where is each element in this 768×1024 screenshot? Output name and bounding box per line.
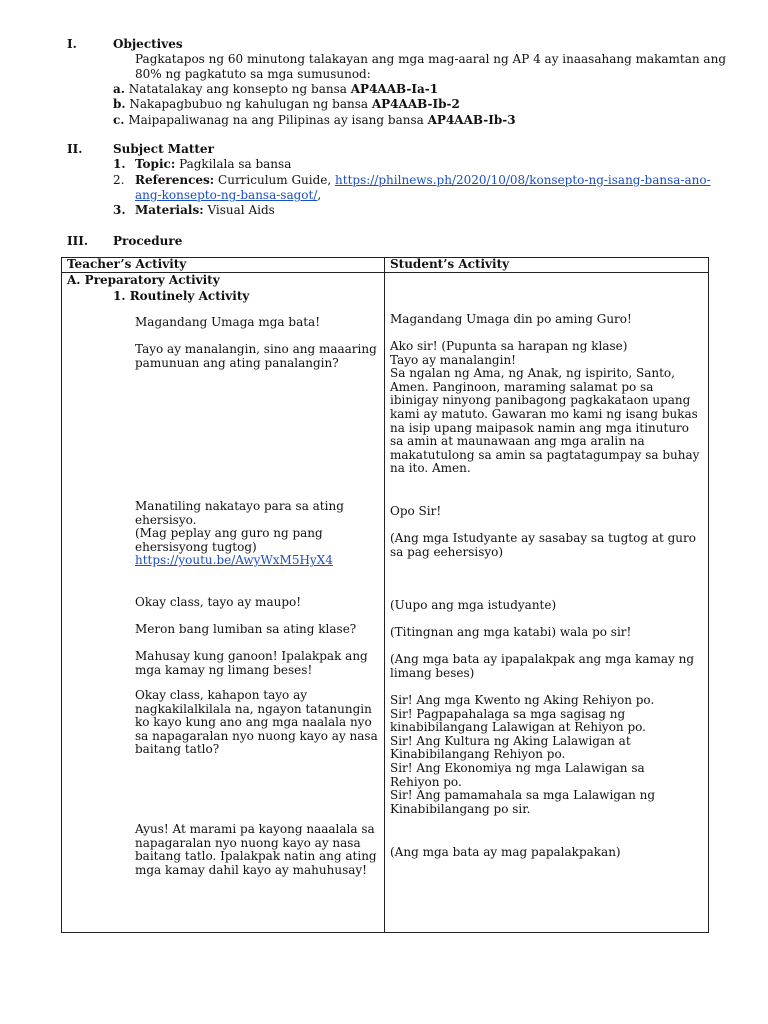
teacher-text: Mahusay kung ganoon! Ipalakpak ang xyxy=(135,649,368,663)
topic-line xyxy=(113,157,126,171)
materials-num: 3. xyxy=(113,203,126,217)
objective-letter: c. xyxy=(113,113,125,127)
student-text: kami ay matuto. Gawaran mo kami ng isang bukas xyxy=(390,406,698,421)
procedure-numeral: III. xyxy=(67,234,89,248)
procedure-heading: Procedure xyxy=(113,234,183,248)
references-label: References: xyxy=(135,173,215,187)
teacher-line xyxy=(135,650,368,677)
student-text: (Ang mga bata ay mag papalakpakan) xyxy=(390,845,621,859)
teacher-line xyxy=(135,596,301,610)
student-text: (Uupo ang mga istudyante) xyxy=(390,598,557,612)
student-line xyxy=(390,313,632,327)
student-line xyxy=(390,505,441,519)
student-text: na ito. Amen. xyxy=(390,461,471,476)
student-text: Sir! Ang Kultura ng Aking Lalawigan at xyxy=(390,733,631,748)
section-a-heading: A. Preparatory Activity xyxy=(67,273,220,287)
student-text: Ako sir! (Pupunta sa harapan ng klase) xyxy=(390,339,628,353)
references-line-2 xyxy=(135,188,321,202)
column-header-student: Student’s Activity xyxy=(390,257,510,271)
topic-label: Topic: xyxy=(135,157,176,171)
teacher-line xyxy=(135,623,356,637)
student-text: Opo Sir! xyxy=(390,504,442,518)
objective-item-b xyxy=(113,97,460,111)
student-text: Amen. Panginoon, maraming salamat po sa xyxy=(390,379,654,394)
student-text: Kinabibilangang po sir. xyxy=(390,801,531,816)
objective-code: AP4AAB-Ib-3 xyxy=(427,113,516,127)
table-column-divider xyxy=(384,257,385,932)
teacher-line xyxy=(135,316,320,330)
teacher-text: napagaralan nyo nuong kayo ay nasa xyxy=(135,835,361,850)
student-text: makatutulong sa amin sa pagtatagumpay sa buhay xyxy=(390,447,700,462)
student-text: limang beses) xyxy=(390,665,475,680)
topic-text xyxy=(135,157,291,171)
references-link-part-1[interactable]: https://philnews.ph/2020/10/08/konsepto-ng-isang-bansa-ano- xyxy=(335,173,711,187)
teacher-text: Magandang Umaga mga bata! xyxy=(135,315,321,329)
teacher-text: pamunuan ang ating panalangin? xyxy=(135,355,339,370)
student-text: Sa ngalan ng Ama, ng Anak, ng ispirito, Santo, xyxy=(390,366,675,381)
objective-item-a xyxy=(113,82,438,96)
objective-letter: b. xyxy=(113,97,126,111)
teacher-line xyxy=(135,500,344,568)
teacher-text: baitang tatlo. Ipalakpak natin ang ating xyxy=(135,849,377,864)
student-line xyxy=(390,626,631,640)
student-line xyxy=(390,846,621,860)
objectives-intro-line-1: Pagkatapos ng 60 minutong talakayan ang mga mag-aaral ng AP 4 ay inaasahang makamtan ang xyxy=(135,52,726,66)
student-text: Sir! Pagpapahalaga sa mga sagisag ng xyxy=(390,706,626,721)
teacher-line xyxy=(135,343,377,370)
materials-value: Visual Aids xyxy=(203,203,275,217)
student-text: Sir! Ang mga Kwento ng Aking Rehiyon po. xyxy=(390,693,655,707)
column-header-teacher: Teacher’s Activity xyxy=(67,257,187,271)
objective-code: AP4AAB-Ib-2 xyxy=(371,97,460,111)
references-after-link: , xyxy=(317,188,322,202)
student-text: Sir! Ang pamamahala sa mga Lalawigan ng xyxy=(390,788,656,803)
teacher-text: Meron bang lumiban sa ating klase? xyxy=(135,622,357,636)
teacher-text: Tayo ay manalangin, sino ang maaaring xyxy=(135,342,377,356)
references-link-part-2[interactable]: ang-konsepto-ng-bansa-sagot/ xyxy=(135,188,318,202)
teacher-text: baitang tatlo? xyxy=(135,742,220,757)
teacher-text: mga kamay ng limang beses! xyxy=(135,662,313,677)
objective-text: Natatalakay ang konsepto ng bansa xyxy=(128,82,351,96)
materials-label: Materials: xyxy=(135,203,204,217)
teacher-line xyxy=(135,689,378,757)
teacher-text: Okay class, kahapon tayo ay xyxy=(135,688,308,702)
objective-text: Nakapagbubuo ng kahulugan ng bansa xyxy=(129,97,372,111)
teacher-text: Manatiling nakatayo para sa ating xyxy=(135,499,344,513)
student-text: Sir! Ang Ekonomiya ng mga Lalawigan sa xyxy=(390,760,645,775)
objective-text: Maipapaliwanag na ang Pilipinas ay isang bansa xyxy=(128,113,428,127)
student-text: (Ang mga bata ay ipapalakpak ang mga kamay ng xyxy=(390,652,695,666)
student-text: Kinabibilangang Rehiyon po. xyxy=(390,747,566,762)
student-text: sa pag eehersisyo) xyxy=(390,544,504,559)
student-text: (Ang mga Istudyante ay sasabay sa tugtog at guro xyxy=(390,531,696,545)
subject-matter-numeral: II. xyxy=(67,142,83,156)
topic-num: 1. xyxy=(113,157,126,171)
references-line-1 xyxy=(135,173,711,187)
student-line xyxy=(390,532,696,559)
student-text: ibinigay ninyong panibagong pagkakataon upang xyxy=(390,393,691,408)
references-num: 2. xyxy=(113,173,125,187)
topic-value: Pagkilala sa bansa xyxy=(175,157,292,171)
objectives-heading: Objectives xyxy=(113,37,183,51)
student-text: sa amin at maunawaan ang mga aralin na xyxy=(390,434,645,449)
student-line xyxy=(390,599,556,613)
teacher-text: ehersisyo. xyxy=(135,512,197,527)
student-text: Rehiyon po. xyxy=(390,774,462,789)
teacher-text: Okay class, tayo ay maupo! xyxy=(135,595,302,609)
teacher-text: nagkakilalkilala na, ngayon tatanungin xyxy=(135,701,372,716)
teacher-text: mga kamay dahil kayo ay mahuhusay! xyxy=(135,862,367,877)
teacher-text: sa napagaralan nyo nuong kayo ay nasa xyxy=(135,728,378,743)
subject-matter-heading: Subject Matter xyxy=(113,142,214,156)
teacher-text: Ayus! At marami pa kayong naaalala sa xyxy=(135,822,375,836)
materials-line xyxy=(135,203,275,217)
routinely-activity-heading: 1. Routinely Activity xyxy=(113,289,250,303)
teacher-text: (Mag peplay ang guro ng pang xyxy=(135,526,323,541)
student-text: Tayo ay manalangin! xyxy=(390,352,516,367)
objective-item-c xyxy=(113,113,516,127)
objective-letter: a. xyxy=(113,82,125,96)
teacher-line xyxy=(135,823,377,877)
objective-code: AP4AAB-Ia-1 xyxy=(350,82,439,96)
student-text: na isip upang maipasok namin ang mga itinuturo xyxy=(390,420,690,435)
student-text: (Titingnan ang mga katabi) wala po sir! xyxy=(390,625,632,639)
teacher-text: ehersisyong tugtog) xyxy=(135,539,257,554)
student-line xyxy=(390,340,699,476)
student-line xyxy=(390,653,694,680)
teacher-text: ko kayo kung ano ang mga naalala nyo xyxy=(135,715,372,730)
student-text: kinabibilangang Lalawigan at Rehiyon po. xyxy=(390,720,646,735)
youtube-link[interactable]: https://youtu.be/AwyWxM5HyX4 xyxy=(135,553,333,568)
objectives-numeral: I. xyxy=(67,37,77,51)
references-value: Curriculum Guide, xyxy=(214,173,336,187)
objectives-intro-line-2: 80% ng pagkatuto sa mga sumusunod: xyxy=(135,67,371,81)
student-text: Magandang Umaga din po aming Guro! xyxy=(390,312,632,326)
student-line xyxy=(390,694,655,816)
